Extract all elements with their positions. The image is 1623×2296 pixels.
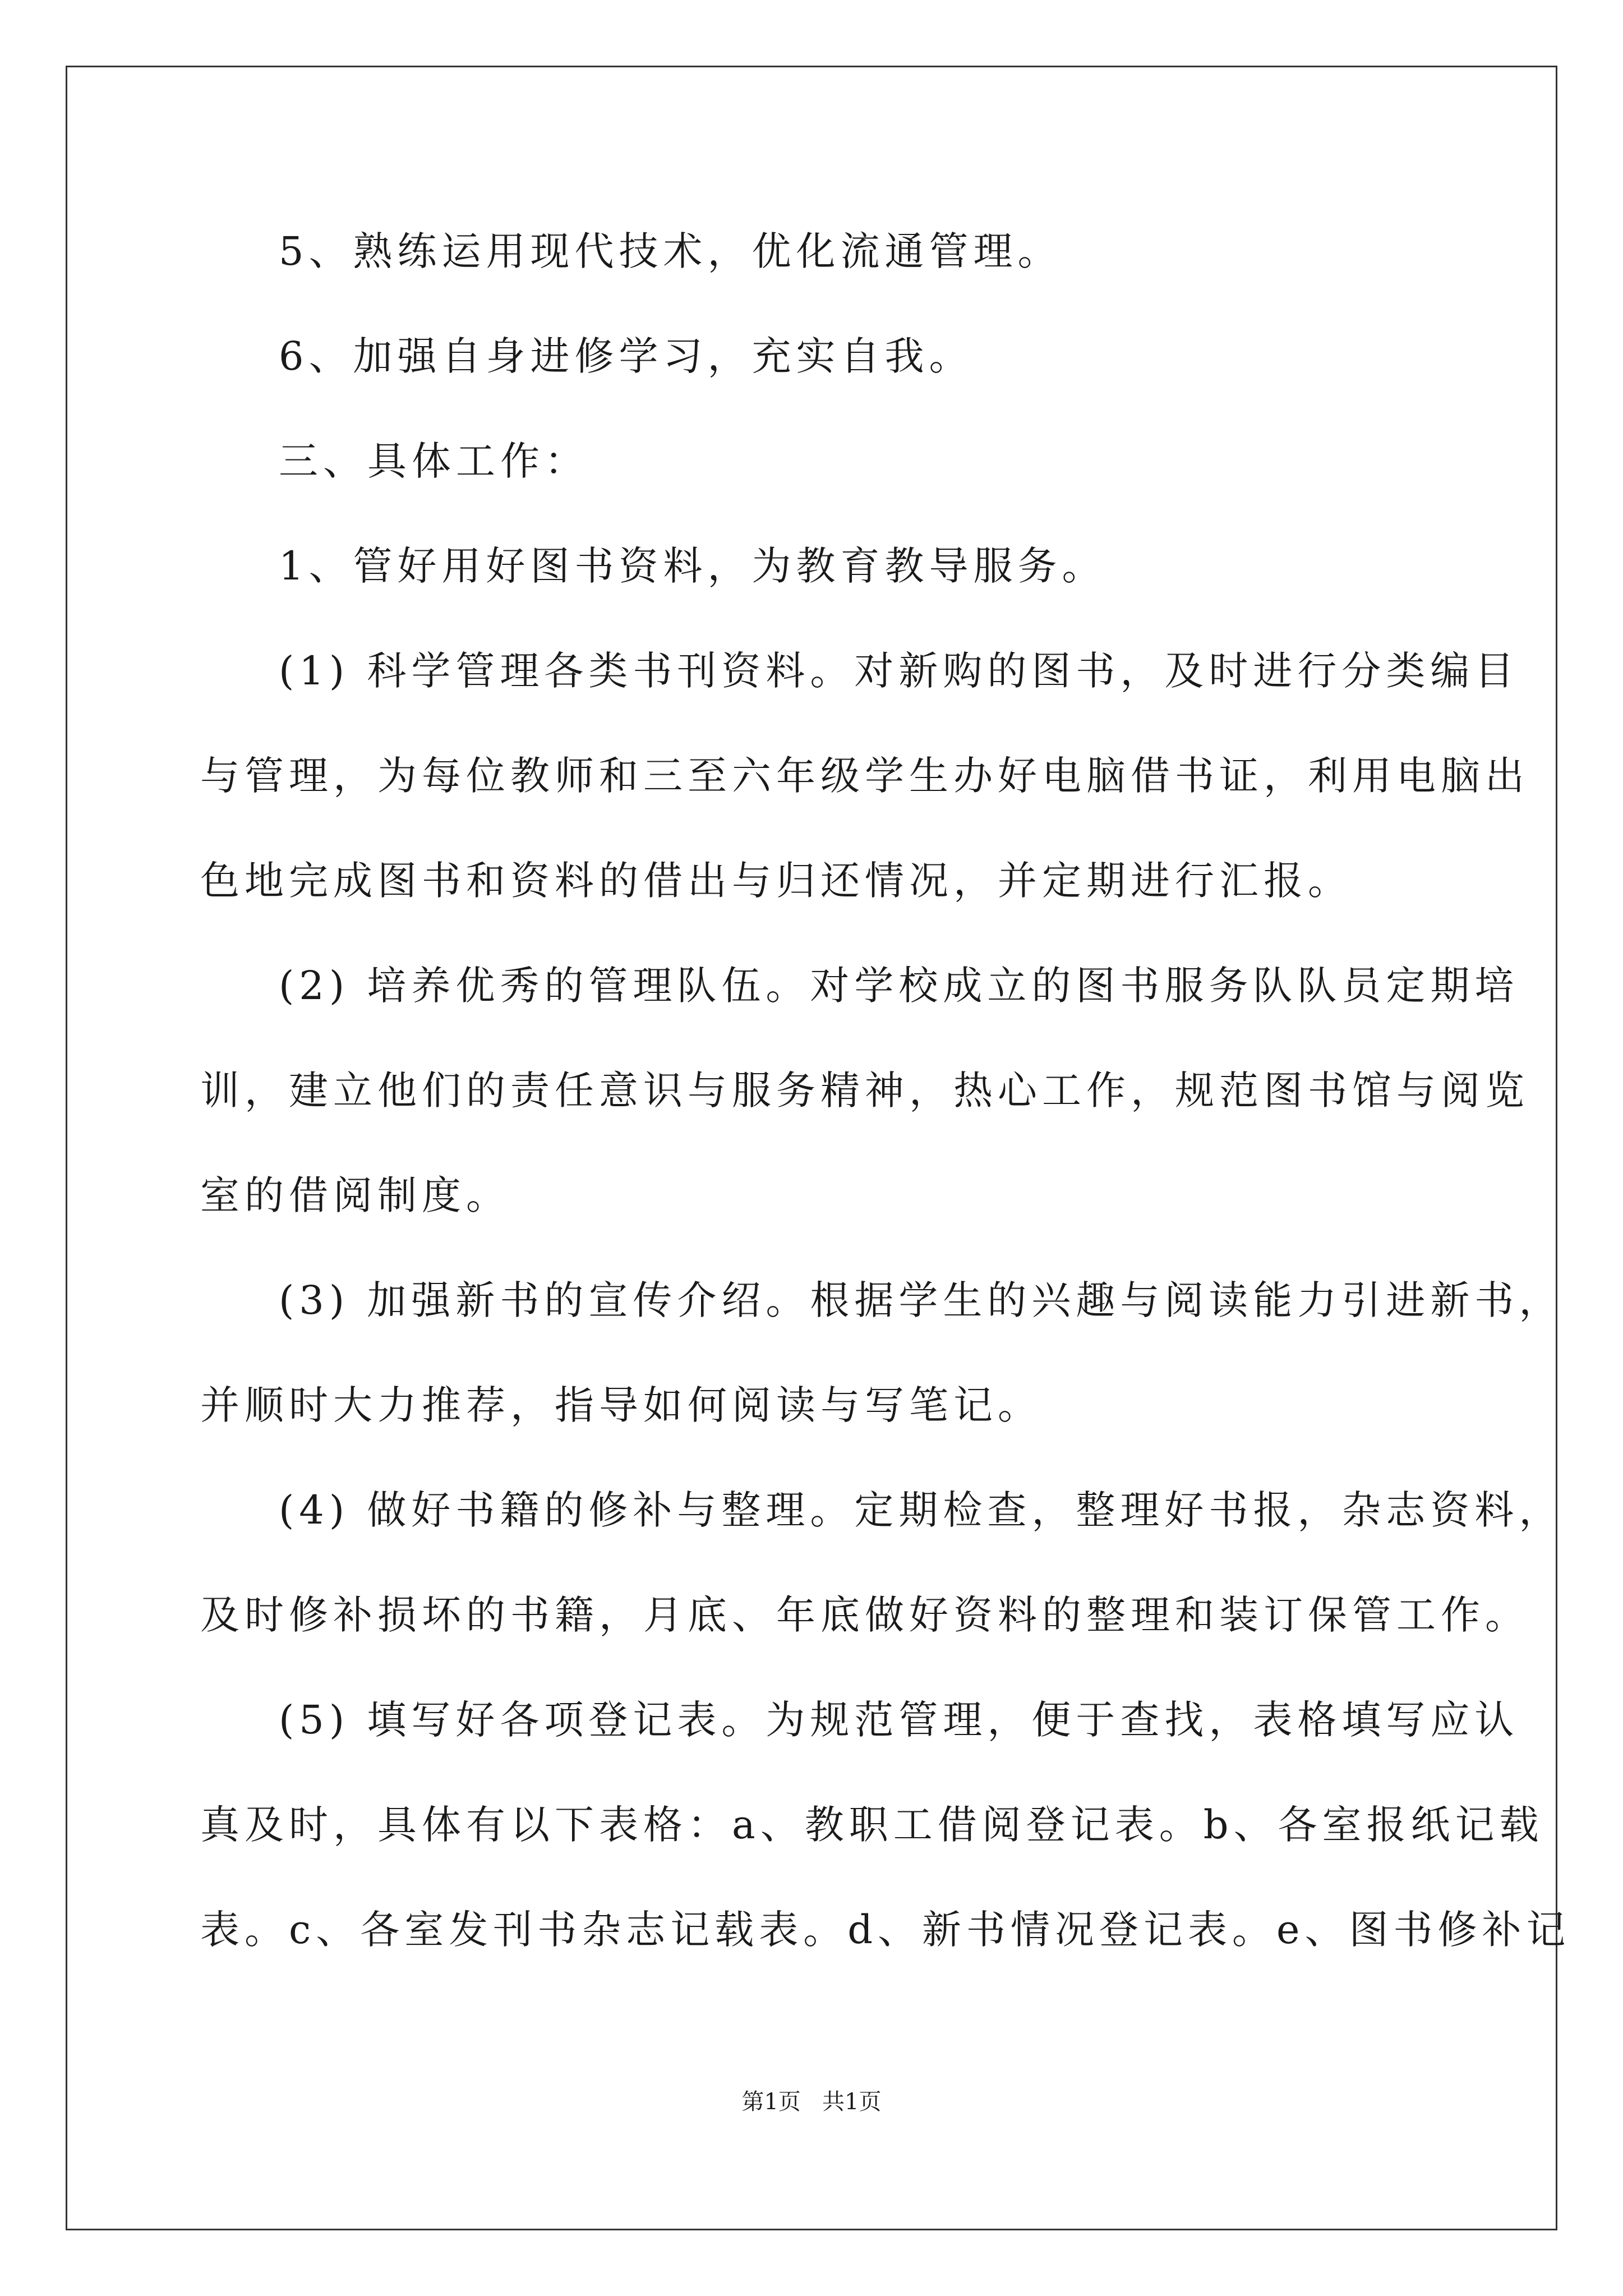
paragraph-line: (1) 科学管理各类书刊资料。对新购的图书，及时进行分类编目 [279,648,1519,694]
paragraph-line: 与管理，为每位教师和三至六年级学生办好电脑借书证，利用电脑出 [200,753,1529,799]
page-footer: 第1页 共1页 [741,2089,882,2115]
paragraph-line: 色地完成图书和资料的借出与归还情况，并定期进行汇报。 [200,858,1352,904]
paragraph-line: (4) 做好书籍的修补与整理。定期检查，整理好书报，杂志资料， [279,1487,1564,1533]
paragraph-line: 并顺时大力推荐，指导如何阅读与写笔记。 [200,1382,1042,1428]
paragraph-line: 室的借阅制度。 [200,1172,510,1218]
paragraph-line: 6、加强自身进修学习，充实自我。 [279,333,974,379]
paragraph-line: 表。c、各室发刊书杂志记载表。d、新书情况登记表。e、图书修补记 [200,1907,1571,1953]
paragraph-line: 真及时，具体有以下表格：a、教职工借阅登记表。b、各室报纸记载 [200,1802,1544,1848]
paragraph-line: 训，建立他们的责任意识与服务精神，热心工作，规范图书馆与阅览 [200,1068,1529,1114]
paragraph-line: 5、熟练运用现代技术，优化流通管理。 [279,228,1062,274]
paragraph-line: 三、具体工作： [279,438,589,484]
paragraph-line: (5) 填写好各项登记表。为规范管理，便于查找，表格填写应认 [279,1697,1519,1743]
paragraph-line: (3) 加强新书的宣传介绍。根据学生的兴趣与阅读能力引进新书， [279,1277,1564,1323]
paragraph-line: (2) 培养优秀的管理队伍。对学校成立的图书服务队队员定期培 [279,963,1519,1009]
paragraph-line: 1、管好用好图书资料，为教育教导服务。 [279,543,1106,589]
paragraph-line: 及时修补损坏的书籍，月底、年底做好资料的整理和装订保管工作。 [200,1592,1529,1638]
